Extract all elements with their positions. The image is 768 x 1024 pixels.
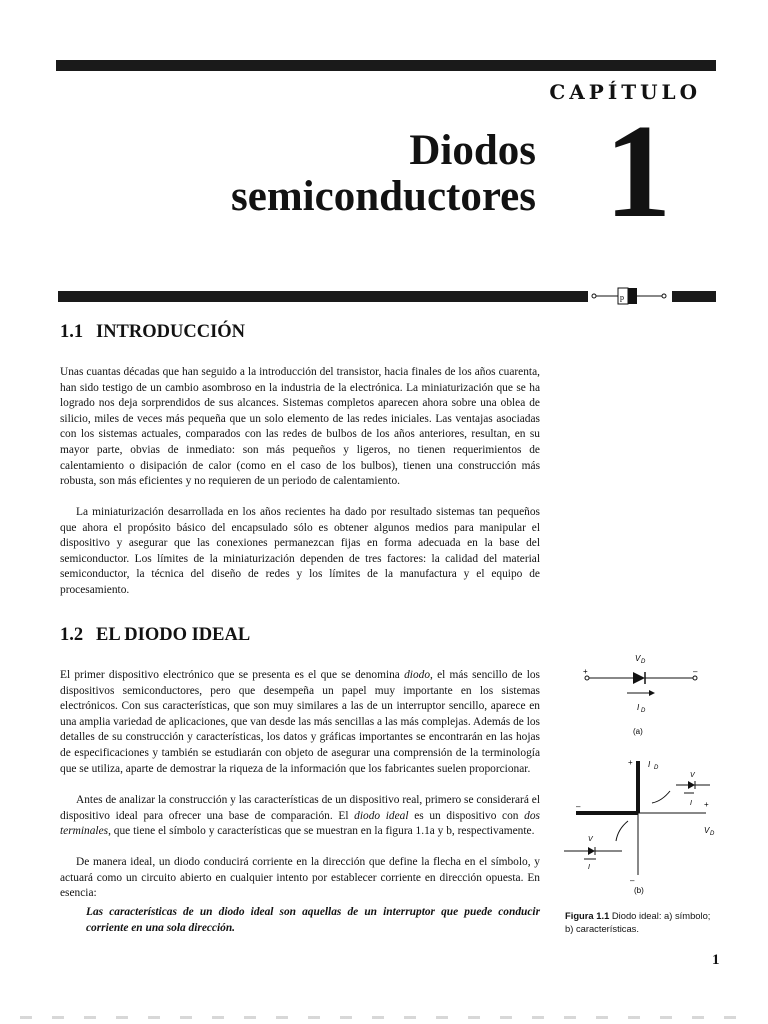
p2-emph-2: dos terminales bbox=[60, 809, 540, 838]
fig-b-inset2-vd: V bbox=[588, 836, 593, 843]
fig-b-id-sub: D bbox=[654, 765, 659, 771]
fig-b-caption: (b) bbox=[634, 886, 644, 895]
figure-caption bbox=[565, 909, 715, 935]
section-number: 1.2 bbox=[60, 625, 84, 645]
fig-a-id-sub: D bbox=[641, 708, 646, 714]
rule-diode-p-label: p bbox=[620, 293, 624, 302]
fig-b-vd-label: V bbox=[704, 826, 710, 835]
intro-paragraph-2: La miniaturización desarrollada en los años recientes ha dado por resultado sistemas tan pequeños que ahora el propósito básico del encapsulado sólo es obtener algunos medios para manipular el dispositivo y asegurar que las conexiones permanezcan fijas en forma adecuada en la base del semiconductor. Los límites de la miniaturización dependen de tres factores: la calidad del material semiconductor, la técnica del diseño de redes y los límites de la manufactura y el equipo de procesamiento. bbox=[60, 506, 540, 596]
ideal-diode-paragraph-1 bbox=[60, 668, 540, 777]
p1-emph: diodo bbox=[404, 669, 431, 681]
rule-diode-icon bbox=[588, 284, 672, 310]
figure-caption-text: Diodo ideal: a) símbolo; b) características. bbox=[565, 910, 711, 934]
fig-a-vd-sub: D bbox=[641, 659, 646, 665]
fig-a-caption: (a) bbox=[633, 727, 643, 736]
chapter-title-line2: semiconductores bbox=[231, 173, 536, 220]
section-title: EL DIODO IDEAL bbox=[96, 625, 251, 645]
page-number: 1 bbox=[712, 952, 720, 968]
figure-caption-label: Figura 1.1 bbox=[565, 910, 610, 921]
figure-1-1b-characteristics bbox=[558, 755, 718, 897]
intro-paragraph-1: Unas cuantas décadas que han seguido a la introducción del transistor, hacia finales de los años cuarenta, han sido testigo de un cambio asombroso en la industria de la electrónica. La miniaturización que se ha logrado nos deja sorprendidos de sus alcances. Sistemas completos aparecen ahora sobre una oblea de silicio, miles de veces más pequeña que un solo elemento de las redes iniciales. Las ventajas asociadas con los sistemas actuales, comparados con las redes de bulbos de los años anteriores, resultan, en su mayor parte, obvias de inmediato: son más pequeños y ligeros, no tienen requerimientos de calentamiento o disipación de calor (como en el caso de los bulbos), tienen una construcción más robusta, son más eficientes y no requieren de un periodo de calentamiento. bbox=[60, 366, 540, 488]
fig-b-minus-bottom: – bbox=[630, 876, 635, 885]
fig-a-plus: + bbox=[583, 667, 588, 676]
chapter-number: 1 bbox=[604, 97, 672, 245]
section-title: INTRODUCCIÓN bbox=[96, 322, 246, 342]
top-rule bbox=[56, 60, 716, 71]
p2-emph-1: diodo ideal bbox=[354, 809, 409, 822]
fig-b-inset1-id: I bbox=[690, 800, 692, 807]
p2-text-b: es un dispositivo con bbox=[408, 809, 525, 822]
fig-b-plus-right: + bbox=[704, 800, 709, 809]
section-number: 1.1 bbox=[60, 322, 84, 342]
fig-b-inset1-vd: V bbox=[690, 772, 695, 779]
fig-b-vd-sub: D bbox=[710, 831, 715, 837]
section-rule-right bbox=[672, 291, 716, 302]
fig-a-vd-label: V bbox=[635, 654, 641, 663]
ideal-diode-paragraph-3: De manera ideal, un diodo conducirá corriente en la dirección que define la flecha en el símbolo, y actuará como un circuito abierto en cualquier intento por establecer corriente en dirección opuesta. En esencia: bbox=[60, 856, 540, 900]
chapter-label: CAPÍTULO bbox=[549, 80, 701, 104]
fig-a-minus: – bbox=[693, 667, 698, 676]
p2-text-a: Antes de analizar la construcción y las características de un dispositivo real, primero se considerará el dispositivo ideal para ofrecer una base de comparación. El bbox=[60, 794, 540, 822]
p1-text-a: El primer dispositivo electrónico que se presenta es el que se denomina bbox=[60, 669, 405, 681]
ideal-diode-paragraph-2 bbox=[60, 793, 540, 840]
fig-b-inset2-id: I bbox=[588, 864, 590, 871]
fig-b-minus-left: – bbox=[576, 802, 581, 811]
fig-b-plus-top: + bbox=[628, 758, 633, 767]
fig-a-id-label: I bbox=[637, 703, 640, 712]
chapter-title bbox=[100, 128, 536, 220]
section-heading-1-1 bbox=[60, 322, 245, 343]
p1-text-b: , el más sencillo de los dispositivos semiconductores, pero que desempeña un papel muy importante en los sistemas electrónicos. Con sus características, que son muy similares a las de un interruptor sencillo, aparece en una amplia variedad de aplicaciones, que van desde las más sencillas a las más complejas. Además de los detalles de su construcción y características, los datos y gráficas importantes se encontrarán en las hojas de especificaciones y también se estudiarán con objeto de asegurar una comprensión de la terminología que se utiliza, aparte de demostrar la riqueza de la información que los fabricantes suelen proporcionar. bbox=[60, 669, 540, 775]
figure-1-1a-diode-symbol bbox=[575, 648, 715, 738]
key-statement: Las características de un diodo ideal son aquellas de un interruptor que puede conducir corriente en una sola dirección. bbox=[86, 906, 540, 934]
section-rule bbox=[58, 291, 588, 302]
p2-text-c: , que tiene el símbolo y características que se muestran en la figura 1.1a y b, respectivamente. bbox=[108, 825, 535, 838]
section-heading-1-2 bbox=[60, 625, 250, 646]
chapter-title-line1: Diodos bbox=[409, 127, 536, 174]
scan-noise bbox=[20, 1016, 750, 1019]
fig-b-id-label: I bbox=[648, 760, 651, 769]
